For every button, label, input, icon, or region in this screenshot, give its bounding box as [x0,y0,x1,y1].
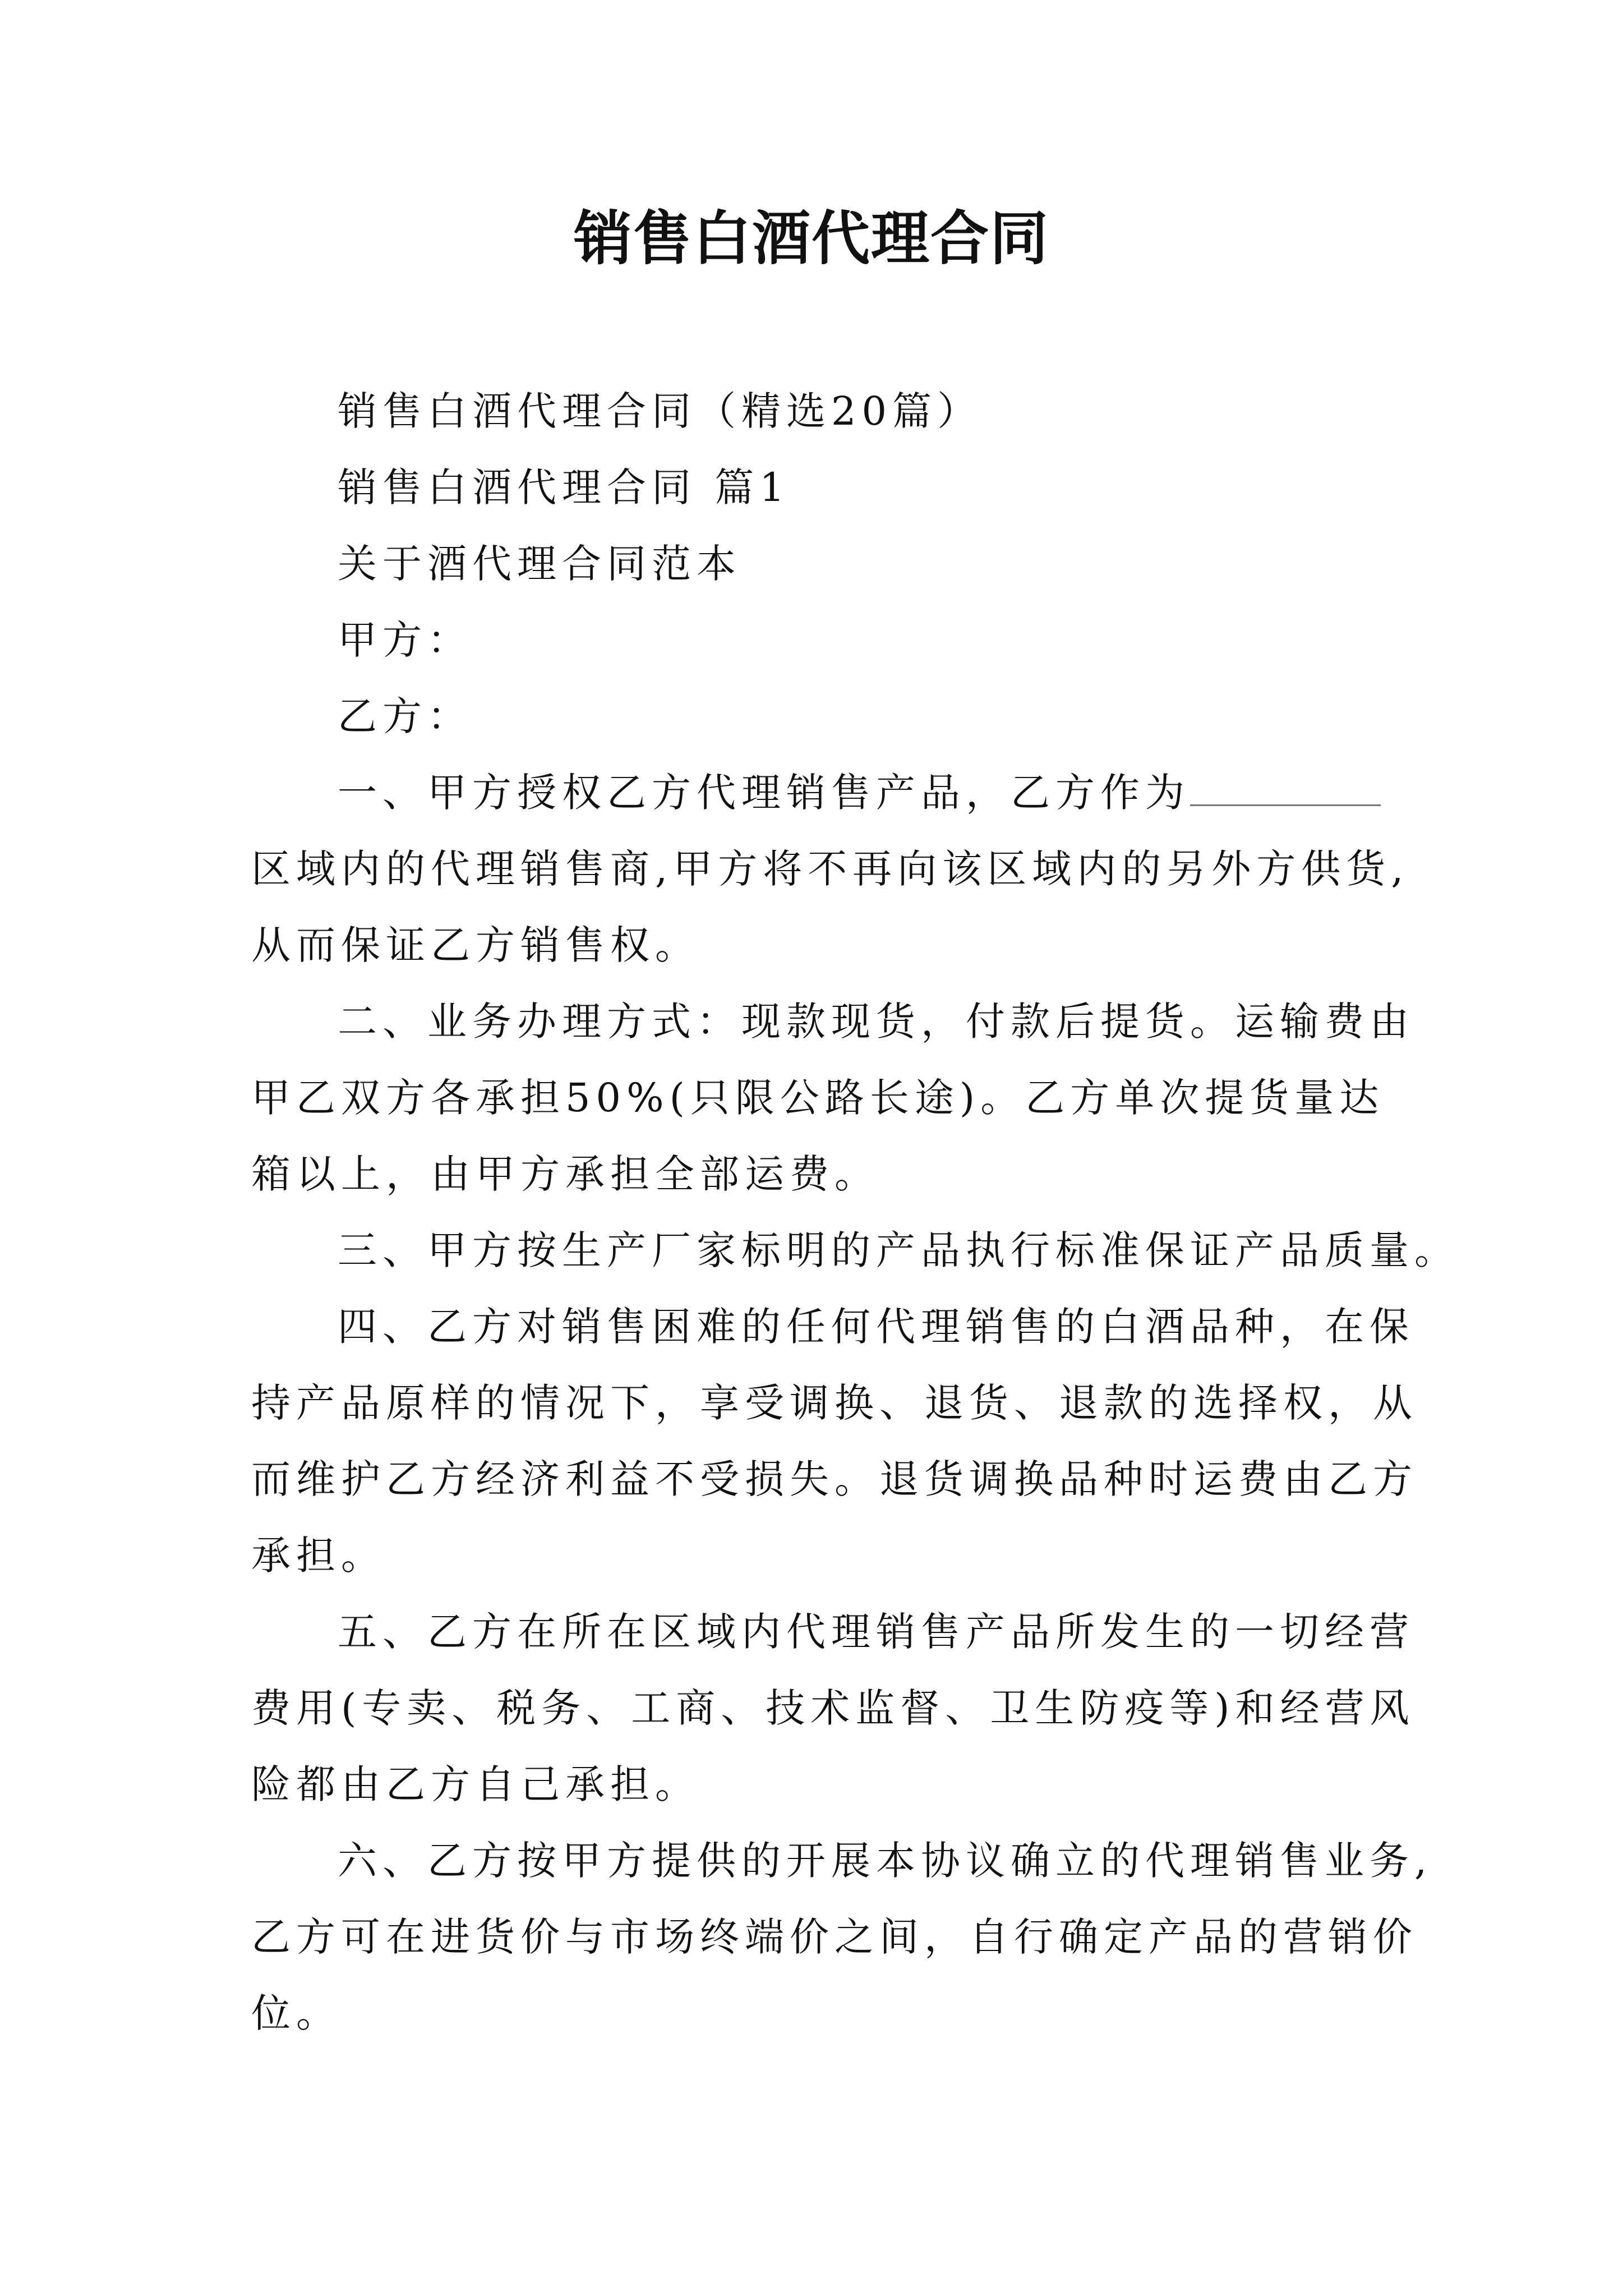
clause-2-text: 甲乙双方各承担50%(只限公路长途)。乙方单次提货量达 [251,1075,1385,1121]
clause-5-line-1: 五、乙方在所在区域内代理销售产品所发生的一切经营 [338,1609,1414,1655]
clause-1-line-1 [251,754,1381,831]
clause-2-line-3: 箱以上，由甲方承担全部运费。 [251,1151,879,1197]
clause-6-line-1: 六、乙方按甲方提供的开展本协议确立的代理销售业务, [338,1838,1433,1884]
clause-4-line-2: 持产品原样的情况下，享受调换、退货、退款的选择权，从 [251,1380,1418,1426]
clause-4-line-1: 四、乙方对销售困难的任何代理销售的白酒品种，在保 [338,1304,1414,1350]
clause-6-line-2: 乙方可在进货价与市场终端价之间，自行确定产品的营销价 [251,1914,1418,1960]
document-subtitle: 销售白酒代理合同（精选20篇） [338,388,983,434]
clause-3-line-1: 三、甲方按生产厂家标明的产品执行标准保证产品质量。 [338,1227,1459,1273]
clause-6-line-3: 位。 [251,1990,341,2036]
region-blank [1190,760,1381,806]
template-name: 关于酒代理合同范本 [338,541,741,587]
clause-1-line-2: 区域内的代理销售商,甲方将不再向该区域内的另外方供货, [251,846,1409,892]
party-a-label: 甲方： [338,617,472,663]
clause-2-line-1: 二、业务办理方式：现款现货，付款后提货。运输费由 [338,999,1414,1045]
clause-1-text: 一、甲方授权乙方代理销售产品，乙方作为 [338,770,1190,816]
clause-1-line-3: 从而保证乙方销售权。 [251,922,700,968]
clause-4-line-3: 而维护乙方经济利益不受损失。退货调换品种时运费由乙方 [251,1456,1418,1502]
section-heading: 销售白酒代理合同 篇1 [338,464,790,510]
clause-5-line-3: 险都由乙方自己承担。 [251,1761,700,1807]
document-title: 销售白酒代理合同 [573,204,1049,273]
clause-5-line-2: 费用(专卖、税务、工商、技术监督、卫生防疫等)和经营风 [251,1685,1415,1731]
party-b-label: 乙方： [338,693,472,739]
clause-4-line-4: 承担。 [251,1533,386,1579]
clause-2-line-2 [251,1060,1385,1136]
document-body [251,373,1459,2051]
